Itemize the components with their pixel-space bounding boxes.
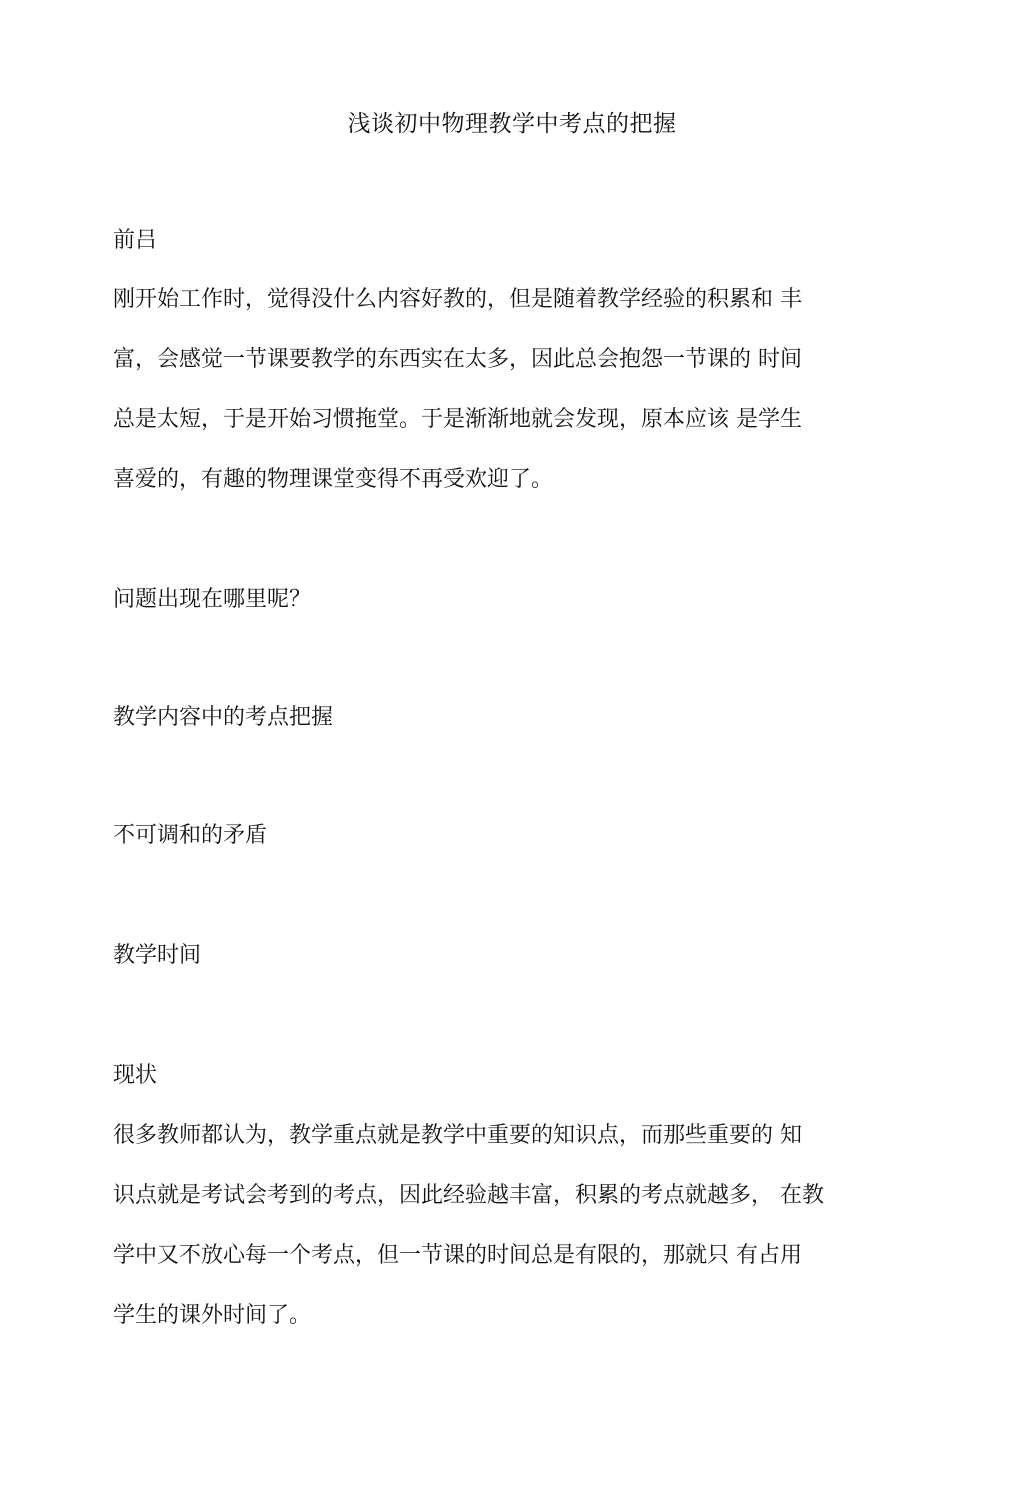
paragraph-line: 总是太短，于是开始习惯拖堂。于是渐渐地就会发现，原本应该 是学生 (113, 407, 802, 432)
paragraph-status (113, 1106, 824, 1346)
section-heading-content: 教学内容中的考点把握 (113, 705, 334, 730)
section-heading-time: 教学时间 (113, 943, 202, 968)
paragraph-preface (113, 270, 802, 510)
paragraph-line: 刚开始工作时，觉得没什么内容好教的，但是随着教学经验的积累和 丰 (113, 287, 802, 312)
paragraph-line: 学生的课外时间了。 (113, 1303, 312, 1328)
section-heading-preface: 前吕 (113, 228, 158, 253)
paragraph-line: 富，会感觉一节课要教学的东西实在太多，因此总会抱怨一节课的 时间 (113, 347, 802, 372)
section-heading-status: 现状 (113, 1063, 158, 1088)
paragraph-line: 识点就是考试会考到的考点，因此经验越丰富，积累的考点就越多， 在教 (113, 1183, 824, 1208)
section-heading-conflict: 不可调和的矛盾 (113, 823, 268, 848)
document-title: 浅谈初中物理教学中考点的把握 (347, 111, 677, 137)
paragraph-line: 喜爱的，有趣的物理课堂变得不再受欢迎了。 (113, 467, 554, 492)
question-line: 问题出现在哪里呢？ (113, 587, 312, 612)
paragraph-line: 学中又不放心每一个考点，但一节课的时间总是有限的，那就只 有占用 (113, 1243, 802, 1268)
paragraph-line: 很多教师都认为，教学重点就是教学中重要的知识点，而那些重要的 知 (113, 1123, 802, 1148)
